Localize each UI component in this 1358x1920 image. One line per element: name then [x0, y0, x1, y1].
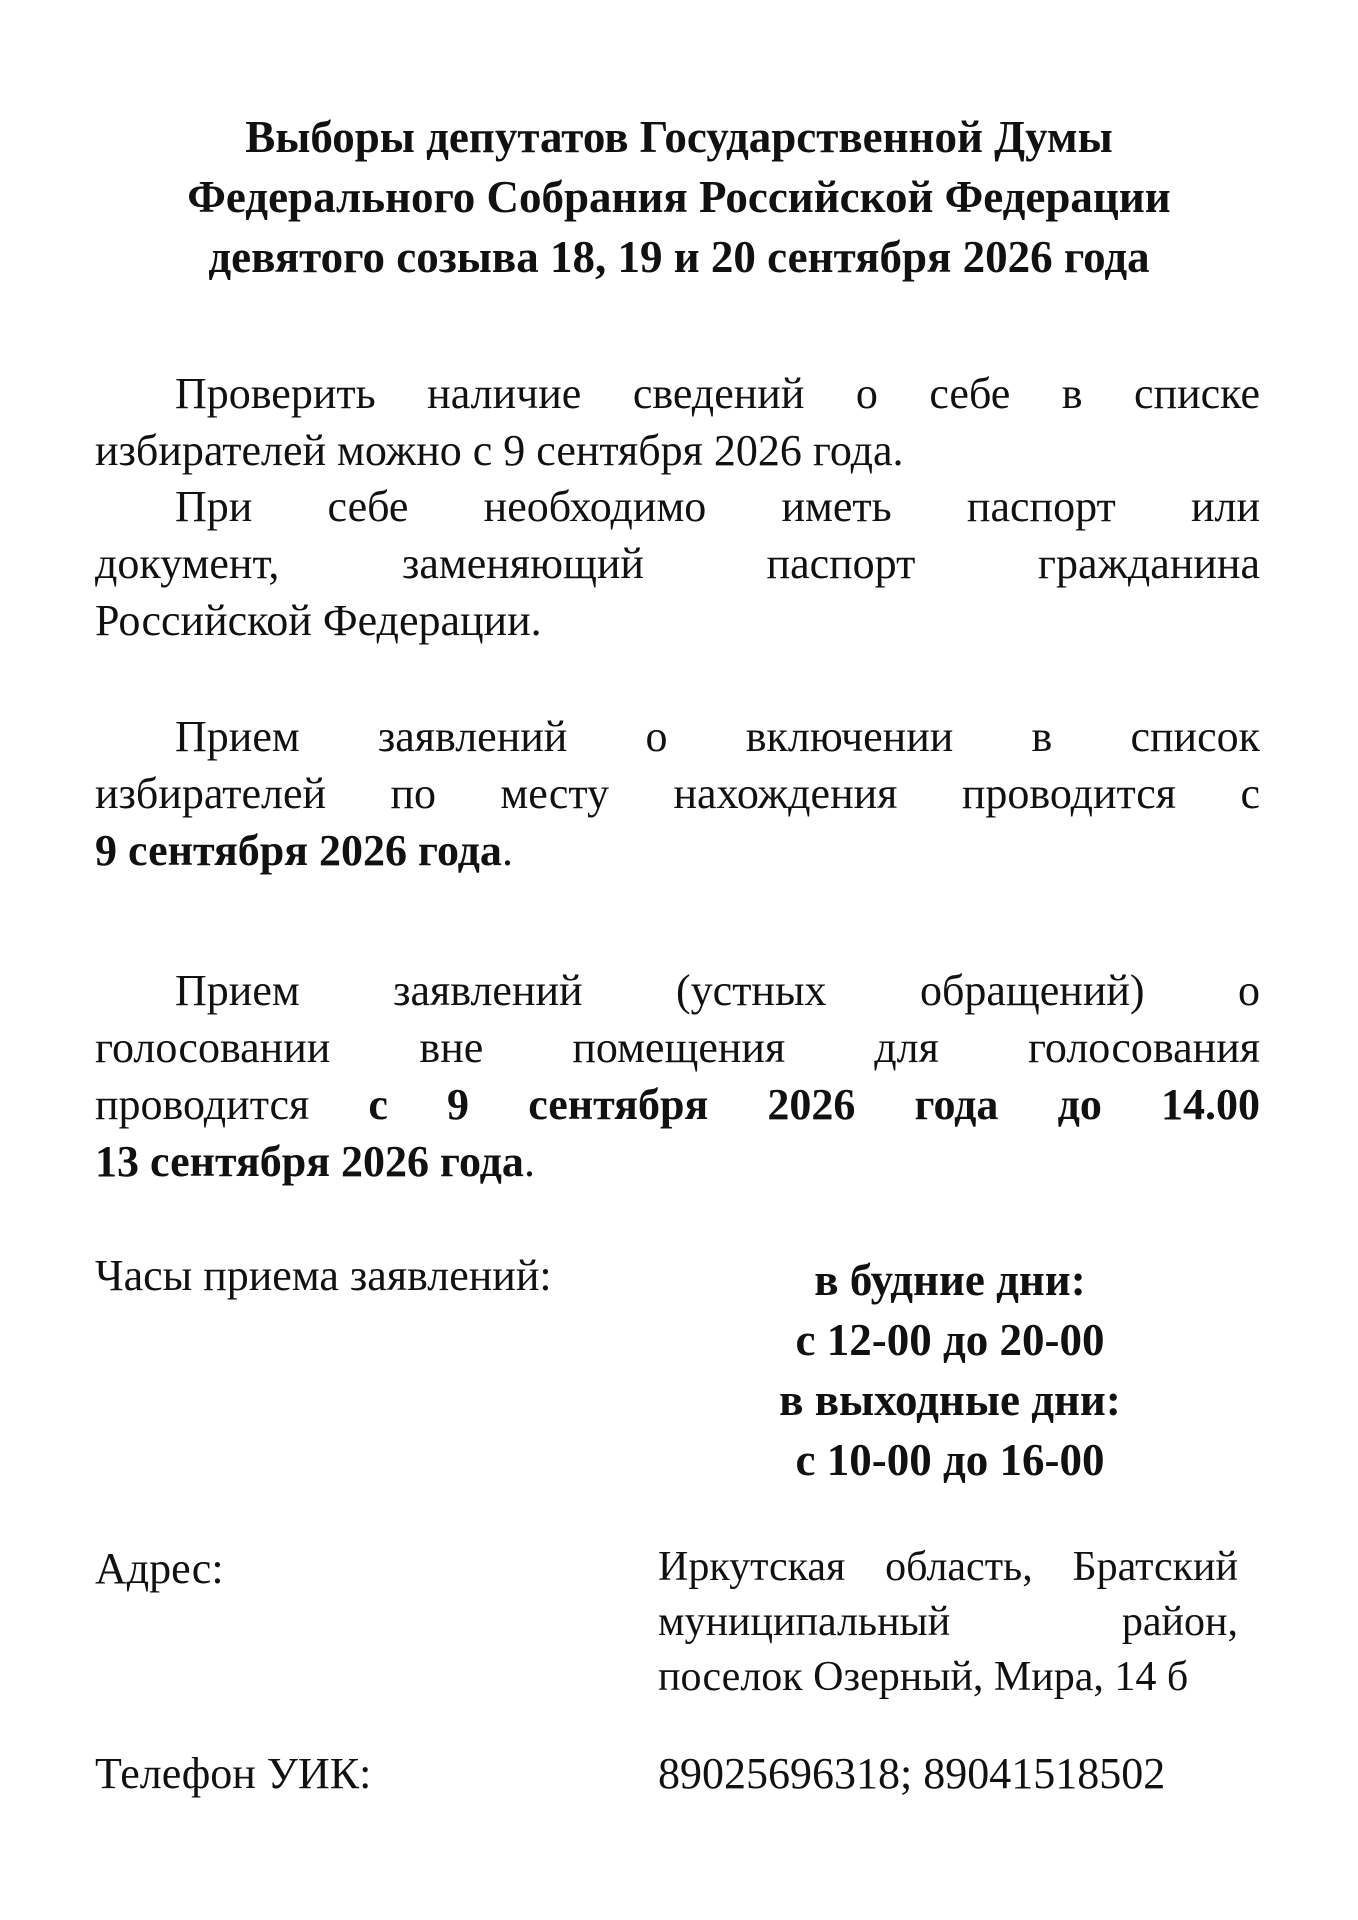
documents-paragraph: [95, 478, 1260, 649]
address-line: муниципальный район,: [658, 1599, 1238, 1645]
paragraph-line: голосовании вне помещения для голосования: [95, 1023, 1260, 1072]
paragraph-line: Прием заявлений о включении в список: [175, 712, 1260, 761]
title-line: девятого созыва 18, 19 и 20 сентября 2026 года: [208, 232, 1150, 282]
phone-value: 89025696318; 89041518502: [658, 1749, 1166, 1798]
home-voting-deadline: 13 сентября 2026 года: [95, 1137, 524, 1186]
home-voting-paragraph: [95, 962, 1260, 1190]
paragraph-line: При себе необходимо иметь паспорт или: [175, 482, 1260, 531]
paragraph-line: 9 сентября 2026 года.: [95, 826, 513, 875]
paragraph-line: Прием заявлений (устных обращений) о: [175, 966, 1260, 1015]
hours-label: Часы приема заявлений:: [95, 1251, 552, 1300]
application-start-date: 9 сентября 2026 года: [95, 826, 502, 875]
weekends-time: с 10-00 до 16-00: [795, 1435, 1105, 1485]
address-line: поселок Озерный, Мира, 14 б: [658, 1654, 1189, 1700]
applications-paragraph: [95, 708, 1260, 879]
address-label: Адрес:: [95, 1544, 224, 1593]
check-list-paragraph: [95, 365, 1260, 479]
weekdays-time: с 12-00 до 20-00: [795, 1315, 1105, 1365]
paragraph-line: проводится с 9 сентября 2026 года до 14.00: [95, 1080, 1260, 1129]
paragraph-line: Проверить наличие сведений о себе в списке: [175, 369, 1260, 418]
title-line: Федерального Собрания Российской Федерации: [187, 172, 1171, 222]
address-line: Иркутская область, Братский: [658, 1544, 1238, 1590]
paragraph-line: Российской Федерации.: [95, 596, 542, 645]
home-voting-period: с 9 сентября 2026 года до 14.00: [368, 1080, 1260, 1129]
notice-title: [95, 107, 1263, 287]
reception-hours: [740, 1250, 1160, 1490]
address-value: [658, 1540, 1238, 1705]
title-line: Выборы депутатов Государственной Думы: [245, 112, 1113, 162]
weekdays-label: в будние дни:: [814, 1255, 1086, 1305]
weekends-label: в выходные дни:: [779, 1375, 1121, 1425]
paragraph-line: избирателей по месту нахождения проводится с: [95, 769, 1260, 818]
paragraph-line: документ, заменяющий паспорт гражданина: [95, 539, 1260, 588]
paragraph-line: избирателей можно с 9 сентября 2026 года.: [95, 426, 904, 475]
paragraph-line: 13 сентября 2026 года.: [95, 1137, 535, 1186]
phone-label: Телефон УИК:: [95, 1749, 372, 1798]
